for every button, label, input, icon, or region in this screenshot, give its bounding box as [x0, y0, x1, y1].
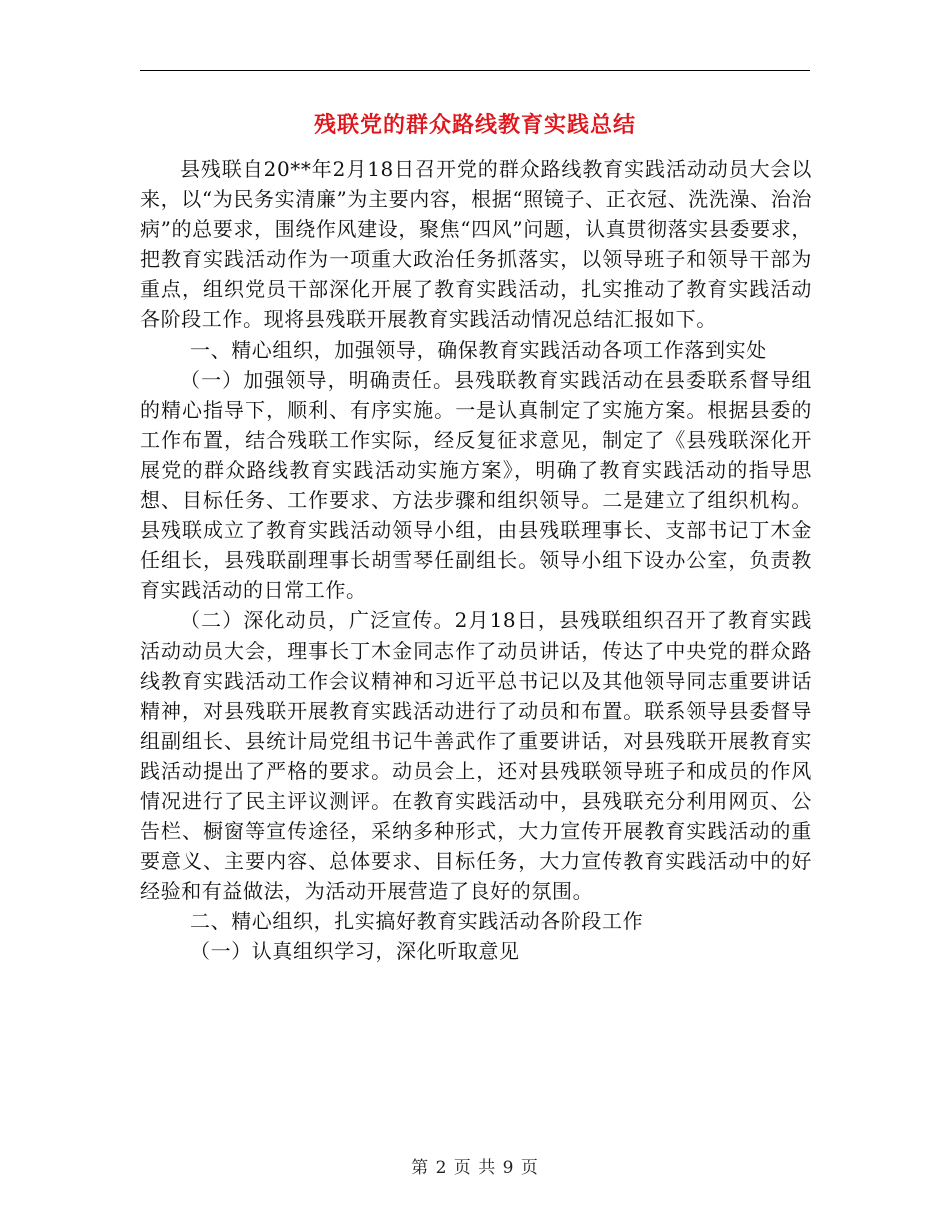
subsection-paragraph-1: （一）加强领导，明确责任。县残联教育实践活动在县委联系督导组的精心指导下，顺利、有序实施。一是认真制定了实施方案。根据县委的工作布置，结合残联工作实际，经反复征求意见，制定了《县残联深化开展党的群众路线教育实践活动实施方案》，明确了教育实践活动的指导思想、目标任务、工作要求、方法步骤和组织领导。二是建立了组织机构。县残联成立了教育实践活动领导小组，由县残联理事长、支部书记丁木金任组长，县残联副理事长胡雪琴任副组长。领导小组下设办公室，负责教育实践活动的日常工作。 — [140, 367, 812, 603]
document-title: 残联党的群众路线教育实践总结 — [313, 112, 636, 138]
subsection-heading-1: （一）认真组织学习，深化听取意见 — [190, 939, 520, 964]
section-heading-1: 一、精心组织，加强领导，确保教育实践活动各项工作落到实处 — [190, 337, 767, 362]
intro-paragraph: 县残联自20**年2月18日召开党的群众路线教育实践活动动员大会以来，以“为民务实清廉”为主要内容，根据“照镜子、正衣冠、洗洗澡、治治病”的总要求，围绕作风建设，聚焦“四风”问题，认真贯彻落实县委要求，把教育实践活动作为一项重大政治任务抓落实，以领导班子和领导干部为重点，组织党员干部深化开展了教育实践活动，扎实推动了教育实践活动各阶段工作。现将县残联开展教育实践活动情况总结汇报如下。 — [140, 157, 812, 332]
page-number: 第 2 页 共 9 页 — [411, 1158, 539, 1178]
section-heading-2: 二、精心组织，扎实搞好教育实践活动各阶段工作 — [190, 909, 644, 934]
header-rule — [140, 70, 810, 71]
document-body — [140, 154, 812, 967]
subsection-paragraph-2: （二）深化动员，广泛宣传。2月18日，县残联组织召开了教育实践活动动员大会，理事长丁木金同志作了动员讲话，传达了中央党的群众路线教育实践活动工作会议精神和习近平总书记以及其他领导同志重要讲话精神，对县残联开展教育实践活动进行了动员和布置。联系领导县委督导组副组长、县统计局党组书记牛善武作了重要讲话，对县残联开展教育实践活动提出了严格的要求。动员会上，还对县残联领导班子和成员的作风情况进行了民主评议测评。在教育实践活动中，县残联充分利用网页、公告栏、橱窗等宣传途径，采纳多种形式，大力宣传开展教育实践活动的重要意义、主要内容、总体要求、目标任务，大力宣传教育实践活动中的好经验和有益做法，为活动开展营造了良好的氛围。 — [140, 608, 812, 904]
